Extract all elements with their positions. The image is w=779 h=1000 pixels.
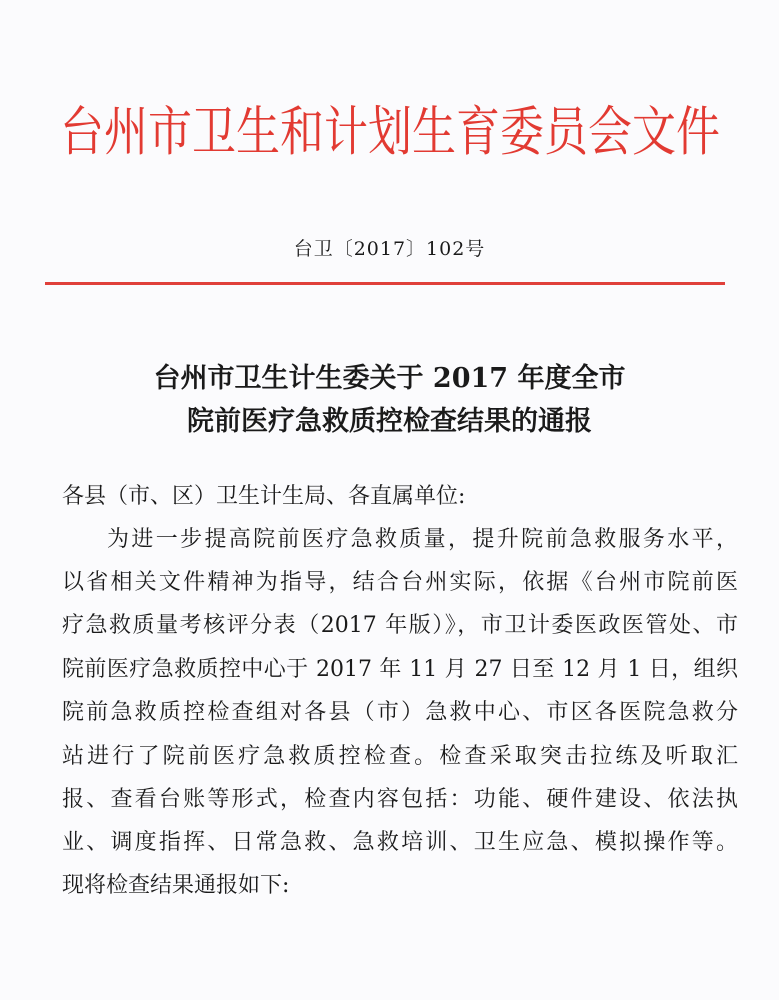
body-line: 疗急救质量考核评分表（2017 年版）》，市卫计委医政医管处、市 xyxy=(62,613,738,638)
notice-heading-line-2: 院前医疗急救质控检查结果的通报 xyxy=(187,406,592,437)
notice-heading-line-1: 台州市卫生计生委关于 2017 年度全市 xyxy=(153,363,626,394)
body-line: 院前急救质控检查组对各县（市）急救中心、市区各医院急救分 xyxy=(62,700,738,725)
body-line: 现将检查结果通报如下: xyxy=(62,873,290,898)
body-line: 院前医疗急救质控中心于 2017 年 11 月 27 日至 12 月 1 日，组织 xyxy=(62,657,738,682)
issuing-organization-title: 台州市卫生和计划生育委员会文件 xyxy=(60,102,720,163)
body-line: 报、查看台账等形式，检查内容包括：功能、硬件建设、依法执 xyxy=(62,787,738,812)
document-number: 台卫〔2017〕102号 xyxy=(293,238,486,260)
red-divider-rule xyxy=(45,282,725,285)
addressee: 各县（市、区）卫生计生局、各直属单位: xyxy=(62,484,466,509)
body-line: 站进行了院前医疗急救质控检查。检查采取突击拉练及听取汇 xyxy=(62,744,738,769)
body-line: 业、调度指挥、日常急救、急救培训、卫生应急、模拟操作等。 xyxy=(62,830,738,855)
body-line: 为进一步提高院前医疗急救质量，提升院前急救服务水平， xyxy=(107,527,738,552)
body-line: 以省相关文件精神为指导，结合台州实际，依据《台州市院前医 xyxy=(62,570,738,595)
